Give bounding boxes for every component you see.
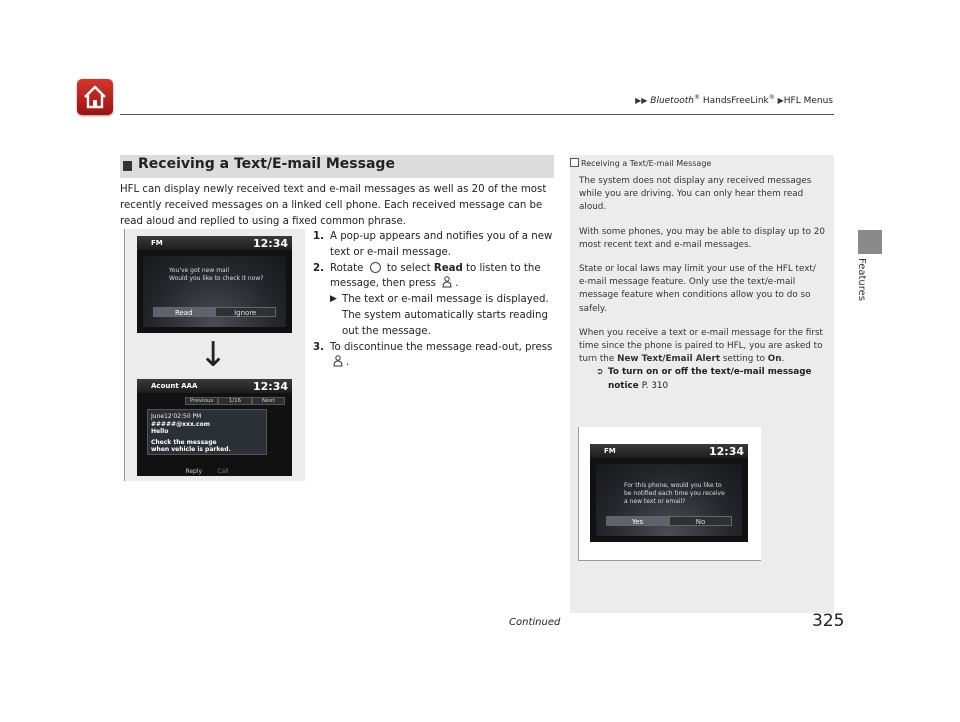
- read-button[interactable]: Read: [153, 307, 215, 317]
- notes-body: [579, 175, 827, 393]
- registered-mark: ®: [693, 94, 700, 101]
- yes-button[interactable]: Yes: [606, 516, 669, 526]
- audio-source: FM: [604, 447, 616, 455]
- status-bar: [137, 379, 292, 393]
- notes-heading: Receiving a Text/E-mail Message: [570, 158, 711, 168]
- ignore-button[interactable]: Ignore: [215, 307, 277, 317]
- continued-label: Continued: [509, 617, 561, 628]
- breadcrumb: [635, 94, 833, 106]
- popup-buttons: [153, 307, 276, 317]
- breadcrumb-arrow-icon: ▶▶: [635, 96, 648, 105]
- reply-button[interactable]: Reply: [185, 468, 203, 475]
- xref-arrow-icon: ➲: [596, 367, 604, 378]
- next-button[interactable]: Next: [252, 397, 285, 405]
- talk-button-icon: [333, 355, 343, 367]
- registered-mark: ®: [768, 94, 775, 101]
- popup-area: [596, 464, 742, 536]
- message-content: [147, 409, 267, 455]
- previous-button[interactable]: Previous: [185, 397, 218, 405]
- result-arrow-icon: ▶: [330, 294, 337, 305]
- selector-knob-icon: [370, 262, 381, 273]
- popup-buttons: [606, 516, 732, 526]
- message-display-screen: [137, 379, 292, 476]
- no-button[interactable]: No: [669, 516, 732, 526]
- intro-paragraph: HFL can display newly received text and e-mail messages as well as 20 of the most recently received messages on a linked cell phone. Each received message can be read aloud and replied to using a fixed common phrase.: [120, 184, 547, 227]
- down-arrow-icon: ↓: [199, 335, 228, 375]
- heading-square-icon: [123, 161, 132, 171]
- note-icon: [570, 158, 579, 167]
- clock: 12:34: [252, 237, 288, 250]
- note-paragraph: State or local laws may limit your use of the HFL text/ e-mail message feature. Only use the text/e-mail message feature when conditions allow you to do so safely.: [579, 264, 816, 314]
- step-3: 3. To discontinue the message read-out, press .: [313, 341, 553, 369]
- account-name: Acount AAA: [151, 382, 198, 390]
- message-body: Check the message when vehicle is parked.: [151, 438, 231, 453]
- step-1: 1. A pop-up appears and notifies you of a new text or e-mail message.: [313, 231, 553, 258]
- audio-source: FM: [151, 239, 163, 247]
- xref-page: P. 310: [641, 380, 669, 391]
- breadcrumb-bluetooth[interactable]: Bluetooth: [650, 96, 694, 106]
- section-title: Receiving a Text/E-mail Message: [138, 156, 395, 172]
- clock: 12:34: [252, 380, 288, 393]
- call-button[interactable]: Call: [217, 468, 229, 475]
- chapter-tab-label: Features: [856, 258, 867, 301]
- breadcrumb-hfl-menus[interactable]: HFL Menus: [783, 96, 833, 106]
- message-nav: [185, 397, 285, 405]
- message-actions: [147, 468, 267, 476]
- message-subject: Hello: [151, 428, 169, 435]
- message-sender: #####@xxx.com: [151, 420, 210, 428]
- status-bar: [590, 444, 748, 458]
- header-divider: [120, 114, 834, 115]
- steps-list: [313, 229, 559, 371]
- note-paragraph: The system does not display any received messages while you are driving. You can only hear them read aloud.: [579, 176, 812, 213]
- popup-message: You've got new mail Would you like to check it now?: [169, 267, 264, 282]
- note-paragraph: When you receive a text or e-mail message for the first time since the phone is paired to HFL, you are asked to turn the New Text/Email Alert setting to On.: [579, 327, 823, 365]
- talk-button-icon: [442, 276, 452, 288]
- status-bar: [137, 236, 292, 250]
- note-paragraph: With some phones, you may be able to display up to 20 most recent text and e-mail messages.: [579, 226, 825, 250]
- step-2: 2. Rotate to select Read to listen to the message, then press . ▶ The text or e-mail message is displayed. The system automatically starts reading out the message.: [313, 261, 559, 340]
- breadcrumb-handsfreelink[interactable]: HandsFreeLink: [699, 96, 769, 106]
- message-counter: 1/16: [218, 397, 251, 405]
- message-date: June12'02:50 PM: [151, 413, 202, 420]
- clock: 12:34: [708, 445, 744, 458]
- home-icon: [77, 79, 113, 115]
- section-heading: [120, 155, 554, 178]
- breadcrumb-arrow-icon: ▶: [777, 96, 784, 105]
- cross-reference-link[interactable]: ➲ To turn on or off the text/e-mail message notice P. 310: [596, 367, 812, 391]
- popup-message: For this phone, would you like to be notified each time you receive a new text or email?: [624, 482, 725, 505]
- step-2-result: ▶ The text or e-mail message is displayed. The system automatically starts reading out the message.: [330, 294, 549, 337]
- notification-prompt-screen: [590, 444, 748, 542]
- new-mail-popup-screen: [137, 236, 292, 333]
- chapter-tab-marker[interactable]: [858, 230, 882, 254]
- popup-area: [143, 256, 286, 327]
- page-number: 325: [812, 611, 845, 631]
- home-button[interactable]: [77, 79, 113, 115]
